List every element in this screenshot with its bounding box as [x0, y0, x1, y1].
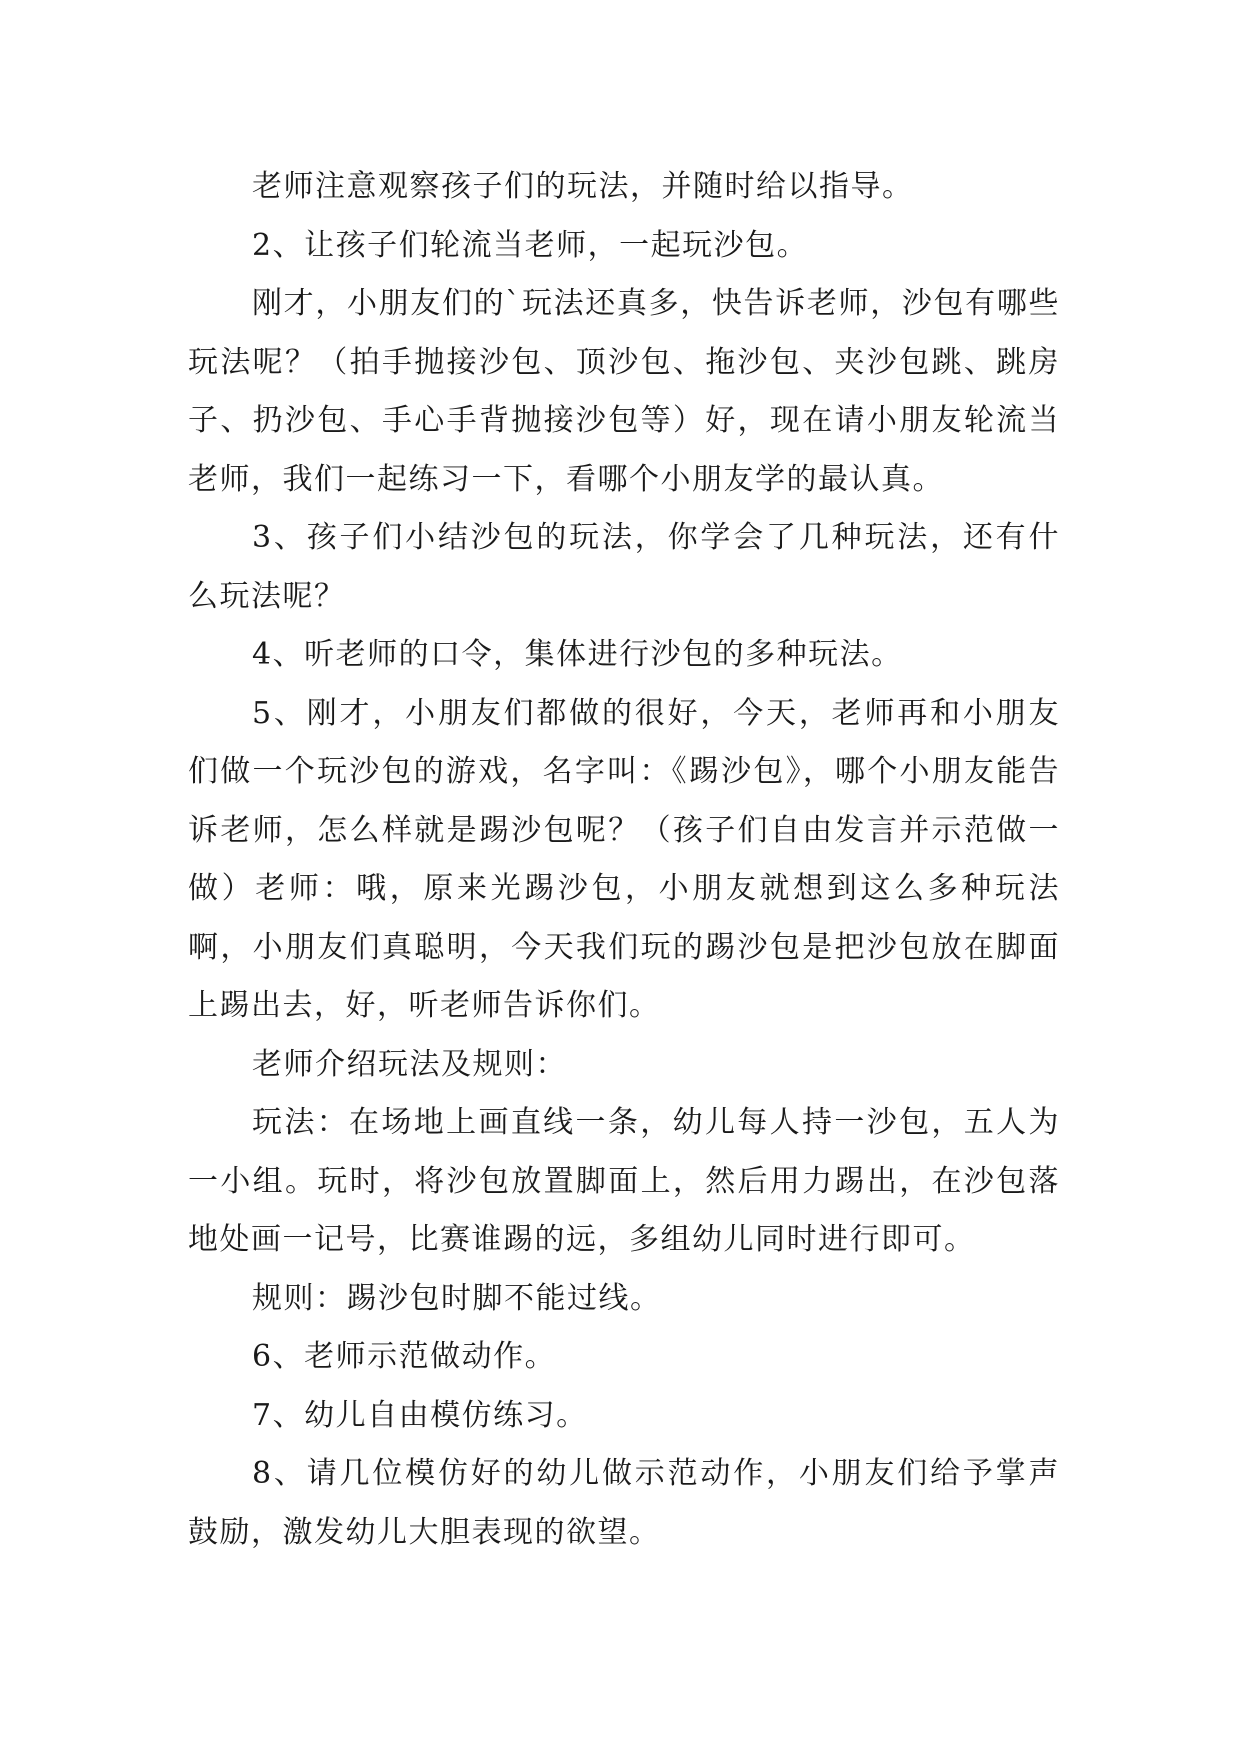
paragraph-rules-intro: 老师介绍玩法及规则：	[252, 1046, 567, 1082]
paragraph-step-8: 8、请几位模仿好的幼儿做示范动作，小朋友们给予掌声鼓励，激发幼儿大胆表现的欲望。	[188, 1456, 1060, 1550]
paragraph-step-2: 2、让孩子们轮流当老师，一起玩沙包。	[252, 227, 809, 263]
paragraph-step-6: 6、老师示范做动作。	[252, 1339, 557, 1374]
document-body	[188, 158, 1060, 1562]
paragraph-step-7: 7、幼儿自由模仿练习。	[252, 1397, 588, 1433]
paragraph-step-4: 4、听老师的口令，集体进行沙包的多种玩法。	[252, 637, 903, 672]
paragraph-observe: 老师注意观察孩子们的玩法，并随时给以指导。	[252, 169, 914, 204]
paragraph-play-methods: 刚才，小朋友们的`玩法还真多，快告诉老师，沙包有哪些玩法呢？（拍手抛接沙包、顶沙包、拖沙包、夹沙包跳、跳房子、扔沙包、手心手背抛接沙包等）好，现在请小朋友轮流当老师，我们一起练习一下，看哪个小朋友学的最认真。	[188, 286, 1060, 497]
paragraph-game-method: 玩法：在场地上画直线一条，幼儿每人持一沙包，五人为一小组。玩时，将沙包放置脚面上，然后用力踢出，在沙包落地处画一记号，比赛谁踢的远，多组幼儿同时进行即可。	[188, 1105, 1060, 1257]
paragraph-step-3: 3、孩子们小结沙包的玩法，你学会了几种玩法，还有什么玩法呢？	[188, 520, 1060, 614]
paragraph-step-5: 5、刚才，小朋友们都做的很好，今天，老师再和小朋友们做一个玩沙包的游戏，名字叫：《踢沙包》，哪个小朋友能告诉老师，怎么样就是踢沙包呢？（孩子们自由发言并示范做一做）老师：哦，原来光踢沙包，小朋友就想到这么多种玩法啊，小朋友们真聪明，今天我们玩的踢沙包是把沙包放在脚面上踢出去，好，听老师告诉你们。	[188, 695, 1060, 1023]
paragraph-game-rule: 规则：踢沙包时脚不能过线。	[252, 1280, 662, 1316]
